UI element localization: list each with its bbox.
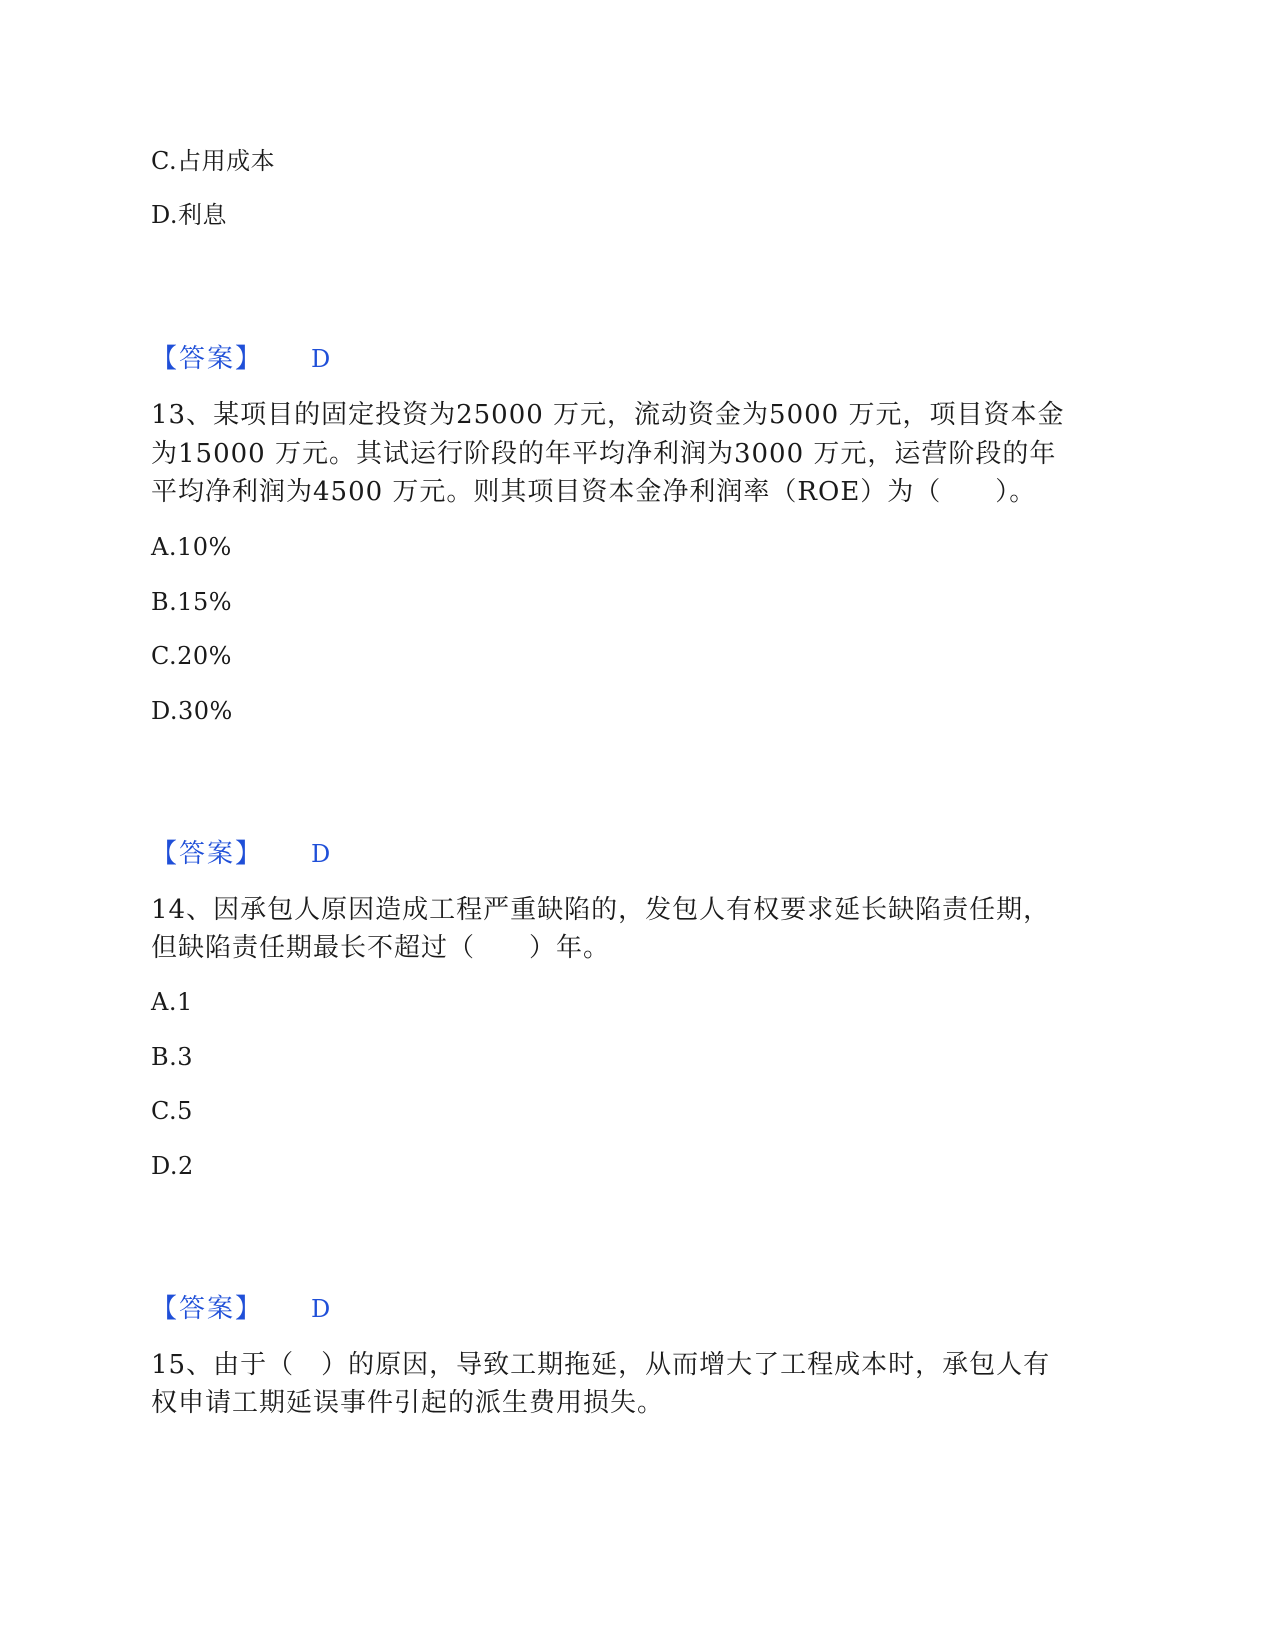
question-13-line-3: 平均净利润为4500 万元。则其项目资本金净利润率（ROE）为（ ）。 xyxy=(151,477,1037,507)
answer-row xyxy=(151,344,330,374)
question-15-line-2: 权申请工期延误事件引起的派生费用损失。 xyxy=(151,1388,665,1418)
question-14-option-b: B.3 xyxy=(151,1043,194,1071)
question-13-answer-row xyxy=(151,839,330,869)
question-14-line-1: 14、因承包人原因造成工程严重缺陷的，发包人有权要求延长缺陷责任期， xyxy=(151,895,1051,925)
question-13-line-1: 13、某项目的固定投资为25000 万元，流动资金为5000 万元，项目资本金 xyxy=(151,400,1065,430)
answer-label: 【答案】 xyxy=(151,344,264,374)
option-d: D.利息 xyxy=(151,201,228,229)
answer-value: D xyxy=(311,1295,331,1323)
question-13-option-a: A.10% xyxy=(151,533,232,561)
question-13-option-d: D.30% xyxy=(151,697,233,725)
question-13-option-c: C.20% xyxy=(151,642,232,670)
option-c: C.占用成本 xyxy=(151,147,276,175)
question-13-line-2: 为15000 万元。其试运行阶段的年平均净利润为3000 万元，运营阶段的年 xyxy=(151,439,1057,469)
answer-label: 【答案】 xyxy=(151,839,264,869)
question-14-line-2: 但缺陷责任期最长不超过（ ）年。 xyxy=(151,933,611,963)
question-14-option-d: D.2 xyxy=(151,1152,194,1180)
question-14-answer-row xyxy=(151,1294,330,1324)
question-15-line-1: 15、由于（ ）的原因，导致工期拖延，从而增大了工程成本时，承包人有 xyxy=(151,1350,1051,1380)
question-13-option-b: B.15% xyxy=(151,588,233,616)
answer-label: 【答案】 xyxy=(151,1294,264,1324)
question-14-option-c: C.5 xyxy=(151,1097,193,1125)
question-14-option-a: A.1 xyxy=(151,988,193,1016)
answer-value: D xyxy=(311,840,331,868)
answer-value: D xyxy=(311,345,331,373)
